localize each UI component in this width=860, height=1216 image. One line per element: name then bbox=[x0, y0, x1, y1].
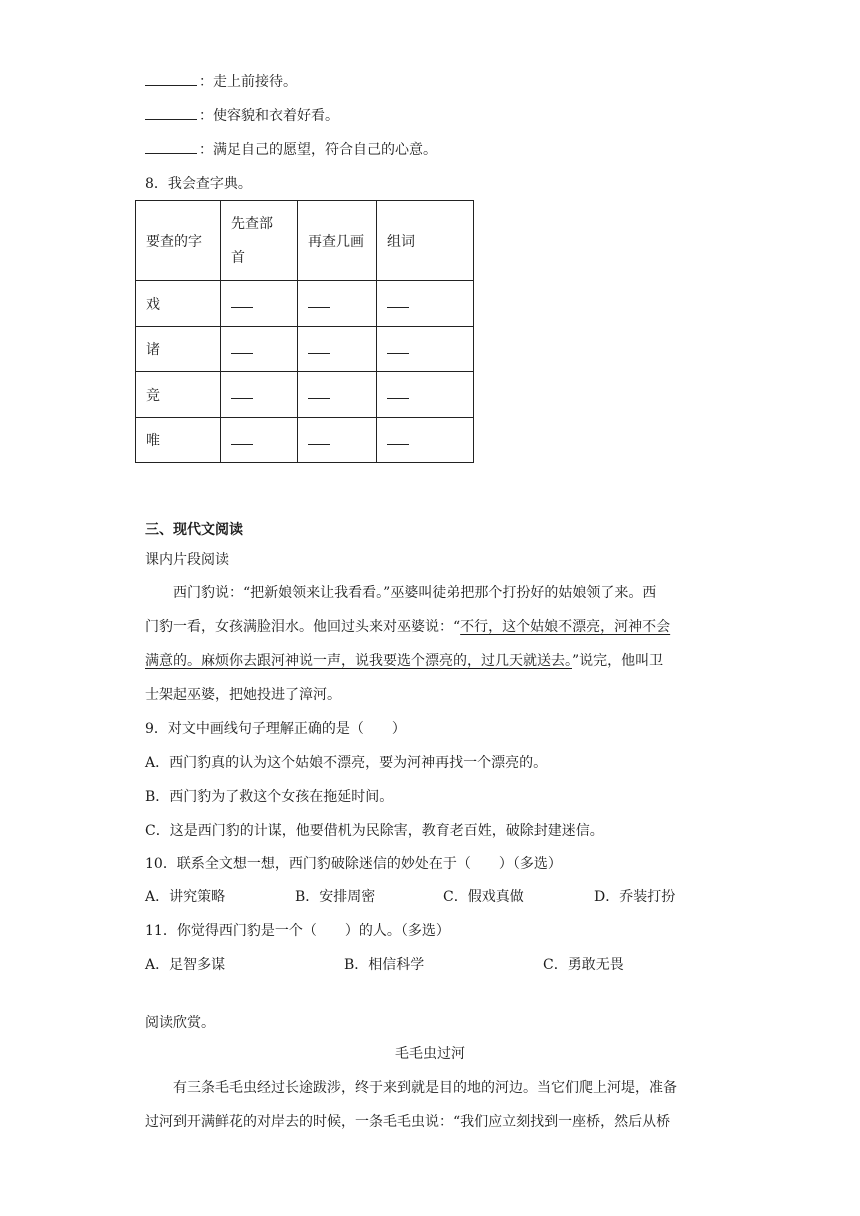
header-char: 要查的字 bbox=[136, 201, 221, 281]
answer-blank[interactable] bbox=[145, 72, 197, 86]
cell-blank[interactable] bbox=[298, 327, 377, 372]
q9-option-b[interactable]: B．西门豹为了救这个女孩在拖延时间。 bbox=[145, 789, 394, 805]
definition-line-1: ：走上前接待。 bbox=[145, 72, 297, 92]
underlined-sentence: 满意的。麻烦你去跟河神说一声，说我要选个漂亮的，过几天就送去。 bbox=[145, 653, 572, 669]
row-char: 唯 bbox=[136, 418, 221, 463]
answer-blank[interactable] bbox=[145, 140, 197, 154]
table-header-row bbox=[136, 201, 474, 281]
cell-blank[interactable] bbox=[221, 281, 298, 327]
q10-option-c[interactable]: C．假戏真做 bbox=[443, 889, 524, 905]
passage-line-1: 西门豹说：“把新娘领来让我看看。”巫婆叫徒弟把那个打扮好的姑娘领了来。西 bbox=[173, 585, 657, 601]
row-char: 竞 bbox=[136, 372, 221, 418]
table-row bbox=[136, 418, 474, 463]
cell-blank[interactable] bbox=[221, 372, 298, 418]
section-heading: 三、现代文阅读 bbox=[145, 522, 243, 538]
section-subheading: 课内片段阅读 bbox=[145, 552, 229, 568]
question-9-stem: 9．对文中画线句子理解正确的是（ ） bbox=[145, 721, 406, 737]
q10-option-d[interactable]: D．乔装打扮 bbox=[594, 889, 676, 905]
header-words: 组词 bbox=[377, 201, 474, 281]
table-row bbox=[136, 281, 474, 327]
passage-line-2: 门豹一看，女孩满脸泪水。他回过头来对巫婆说：“不行，这个姑娘不漂亮，河神不会 bbox=[145, 619, 671, 635]
header-strokes: 再查几画 bbox=[298, 201, 377, 281]
cell-blank[interactable] bbox=[377, 281, 474, 327]
cell-blank[interactable] bbox=[377, 327, 474, 372]
question-8-title: 8．我会查字典。 bbox=[145, 176, 252, 192]
row-char: 诸 bbox=[136, 327, 221, 372]
underlined-sentence: 不行，这个姑娘不漂亮，河神不会 bbox=[460, 619, 671, 635]
definition-line-2: ：使容貌和衣着好看。 bbox=[145, 106, 339, 126]
table-row bbox=[136, 372, 474, 418]
question-10-stem: 10．联系全文想一想，西门豹破除迷信的妙处在于（ ）（多选） bbox=[145, 856, 562, 872]
story-title: 毛毛虫过河 bbox=[395, 1046, 465, 1062]
q10-option-a[interactable]: A．讲究策略 bbox=[145, 889, 226, 905]
q11-option-b[interactable]: B．相信科学 bbox=[344, 957, 425, 973]
q9-option-c[interactable]: C．这是西门豹的计谋，他要借机为民除害，教育老百姓，破除封建迷信。 bbox=[145, 823, 604, 839]
passage-line-4: 士架起巫婆，把她投进了漳河。 bbox=[145, 687, 341, 703]
dictionary-table bbox=[135, 200, 474, 463]
definition-line-3: ：满足自己的愿望，符合自己的心意。 bbox=[145, 140, 437, 160]
cell-blank[interactable] bbox=[298, 418, 377, 463]
q11-option-c[interactable]: C．勇敢无畏 bbox=[543, 957, 624, 973]
story-line-1: 有三条毛毛虫经过长途跋涉，终于来到就是目的地的河边。当它们爬上河堤，准备 bbox=[173, 1080, 677, 1096]
q10-option-b[interactable]: B．安排周密 bbox=[295, 889, 376, 905]
cell-blank[interactable] bbox=[298, 372, 377, 418]
answer-blank[interactable] bbox=[145, 106, 197, 120]
q9-option-a[interactable]: A．西门豹真的认为这个姑娘不漂亮，要为河神再找一个漂亮的。 bbox=[145, 755, 548, 771]
question-11-stem: 11．你觉得西门豹是一个（ ）的人。（多选） bbox=[145, 923, 450, 939]
reading-label: 阅读欣赏。 bbox=[145, 1015, 215, 1031]
cell-blank[interactable] bbox=[221, 418, 298, 463]
cell-blank[interactable] bbox=[377, 418, 474, 463]
cell-blank[interactable] bbox=[377, 372, 474, 418]
row-char: 戏 bbox=[136, 281, 221, 327]
q11-option-a[interactable]: A．足智多谋 bbox=[145, 957, 226, 973]
table-row bbox=[136, 327, 474, 372]
story-line-2: 过河到开满鲜花的对岸去的时候，一条毛毛虫说：“我们应立刻找到一座桥，然后从桥 bbox=[145, 1114, 671, 1130]
cell-blank[interactable] bbox=[298, 281, 377, 327]
header-radical: 先查部首 bbox=[221, 201, 298, 281]
passage-line-3: 满意的。麻烦你去跟河神说一声，说我要选个漂亮的，过几天就送去。”说完，他叫卫 bbox=[145, 653, 664, 669]
cell-blank[interactable] bbox=[221, 327, 298, 372]
